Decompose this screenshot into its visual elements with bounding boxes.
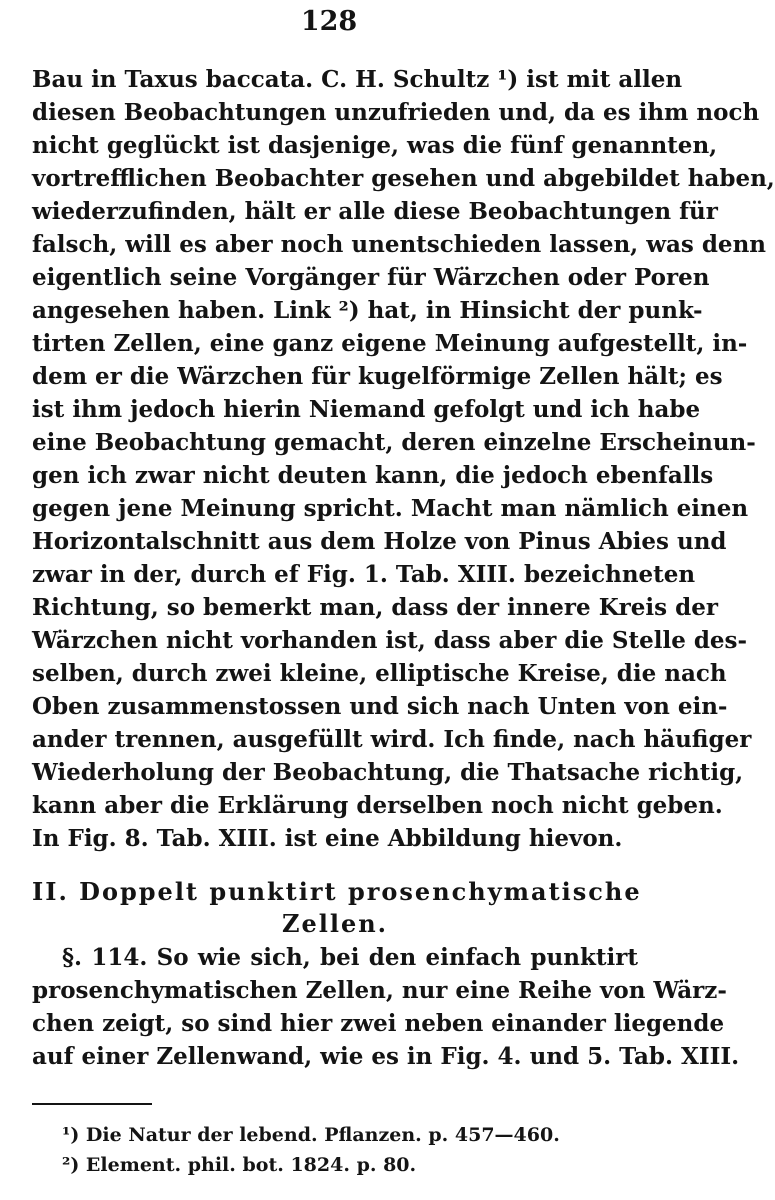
text-line: eine Beobachtung gemacht, deren einzelne Erscheinun- [32, 429, 756, 456]
text-line: vortrefflichen Beobachter gesehen und abgebildet haben, [32, 165, 775, 192]
text-line: tirten Zellen, eine ganz eigene Meinung aufgestellt, in- [32, 330, 748, 357]
page-number: 128 [300, 6, 358, 37]
text-line: kann aber die Erklärung derselben noch nicht geben. [32, 792, 723, 819]
text-line: falsch, will es aber noch unentschieden lassen, was denn [32, 231, 767, 258]
text-line: ist ihm jedoch hierin Niemand gefolgt und ich habe [32, 396, 701, 423]
text-line: Richtung, so bemerkt man, dass der innere Kreis der [32, 594, 718, 621]
text-line: zwar in der, durch ef Fig. 1. Tab. XIII. bezeichneten [32, 561, 696, 588]
footnote: ¹) Die Natur der lebend. Pflanzen. p. 457—460. [62, 1124, 560, 1146]
text-line: Wiederholung der Beobachtung, die Thatsache richtig, [32, 759, 744, 786]
text-line: Bau in Taxus baccata. C. H. Schultz ¹) ist mit allen [32, 66, 683, 93]
text-line: Oben zusammenstossen und sich nach Unten von ein- [32, 693, 728, 720]
text-line: Horizontalschnitt aus dem Holze von Pinus Abies und [32, 528, 727, 555]
text-line: diesen Beobachtungen unzufrieden und, da es ihm noch [32, 99, 760, 126]
section-heading-line: II. Doppelt punktirt prosenchymatische [32, 877, 642, 906]
section-heading-line: Zellen. [281, 909, 389, 938]
text-line: prosenchymatischen Zellen, nur eine Reihe von Wärz- [32, 977, 727, 1004]
text-line: angesehen haben. Link ²) hat, in Hinsicht der punk- [32, 297, 703, 324]
text-line: Wärzchen nicht vorhanden ist, dass aber die Stelle des- [32, 627, 748, 654]
text-line: In Fig. 8. Tab. XIII. ist eine Abbildung hievon. [32, 825, 623, 852]
text-line: auf einer Zellenwand, wie es in Fig. 4. und 5. Tab. XIII. [32, 1043, 740, 1070]
text-line: ander trennen, ausgefüllt wird. Ich finde, nach häufiger [32, 726, 752, 753]
text-line: gen ich zwar nicht deuten kann, die jedoch ebenfalls [32, 462, 714, 489]
text-line: §. 114. So wie sich, bei den einfach punktirt [62, 944, 638, 971]
text-line: selben, durch zwei kleine, elliptische Kreise, die nach [32, 660, 727, 687]
text-line: gegen jene Meinung spricht. Macht man nämlich einen [32, 495, 749, 522]
text-line: nicht geglückt ist dasjenige, was die fünf genannten, [32, 132, 718, 159]
text-line: eigentlich seine Vorgänger für Wärzchen oder Poren [32, 264, 710, 291]
text-line: dem er die Wärzchen für kugelförmige Zellen hält; es [32, 363, 723, 390]
footnote-rule [32, 1103, 152, 1105]
text-line: chen zeigt, so sind hier zwei neben einander liegende [32, 1010, 725, 1037]
footnote: ²) Element. phil. bot. 1824. p. 80. [62, 1154, 417, 1176]
text-line: wiederzufinden, hält er alle diese Beobachtungen für [32, 198, 718, 225]
